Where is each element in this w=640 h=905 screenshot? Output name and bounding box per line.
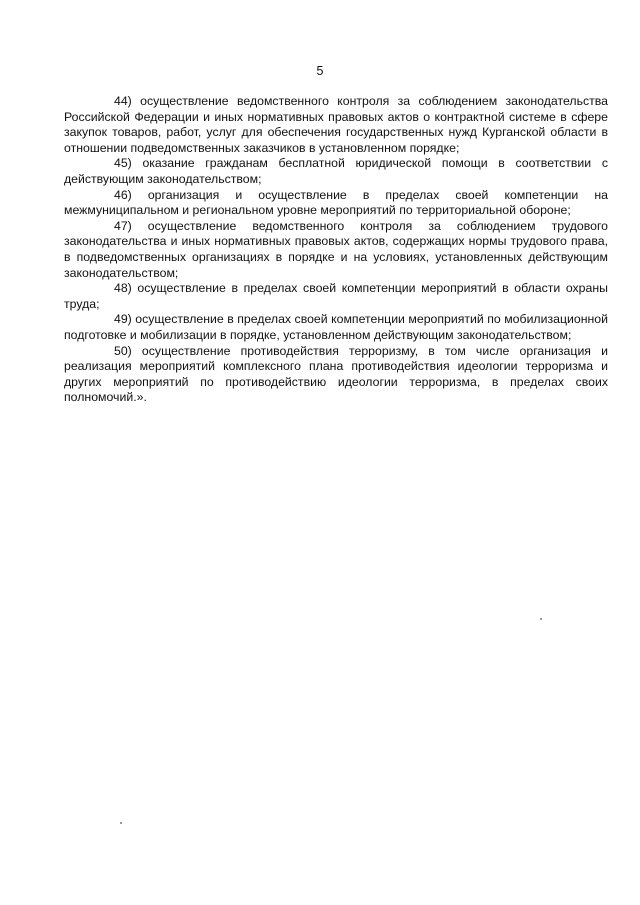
list-item-50: 50) осуществление противодействия терроризму, в том числе организация и реализация мероприятий комплексного плана противодействия идеологии терроризма и других мероприятий по противодействию идеологии терроризма, в пределах своих полномочий.». (64, 343, 608, 405)
document-body (64, 94, 608, 406)
list-item-44: 44) осуществление ведомственного контроля за соблюдением законодательства Российской Федерации и иных нормативных правовых актов о контрактной системе в сфере закупок товаров, работ, услуг для обеспечения государственных нужд Курганской области в отношении подведомственных заказчиков в установленном порядке; (64, 94, 608, 155)
page-number: 5 (316, 64, 324, 78)
list-item-49: 49) осуществление в пределах своей компетенции мероприятий по мобилизационной подготовке и мобилизации в порядке, установленном действующим законодательством; (64, 312, 608, 342)
list-item-47: 47) осуществление ведомственного контроля за соблюдением трудового законодательства и иных нормативных правовых актов, содержащих нормы трудового права, в подведомственных организациях в порядке и на условиях, установленных действующим законодательством; (64, 218, 608, 280)
list-item-48: 48) осуществление в пределах своей компетенции мероприятий в области охраны труда; (64, 281, 608, 311)
list-item-45: 45) оказание гражданам бесплатной юридической помощи в соответствии с действующим законодательством; (64, 156, 608, 186)
scan-speck (540, 618, 542, 620)
scan-speck (120, 822, 122, 824)
list-item-46: 46) организация и осуществление в пределах своей компетенции на межмуниципальном и региональном уровне мероприятий по территориальной обороне; (64, 187, 608, 218)
